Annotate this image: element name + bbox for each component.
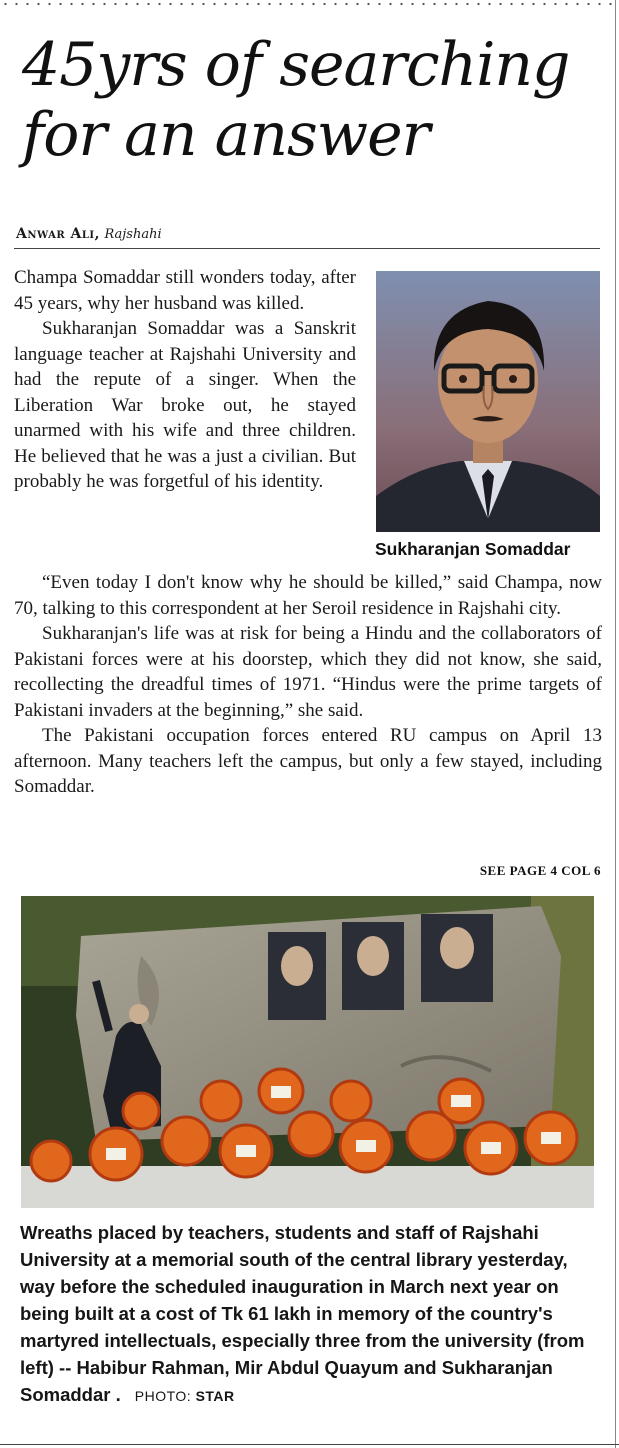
article-paragraph: Sukharanjan Somaddar was a Sanskrit language teacher at Rajshahi University and had the repute of a singer. When the Liberation War broke out, he stayed unarmed with his wife and three children. He believed that he was a just a civilian. But probably he was forgetful of his identity.: [14, 318, 356, 492]
headline-line-2: for an answer: [22, 100, 430, 170]
byline-location: Rajshahi: [104, 227, 162, 242]
portrait-image: [376, 271, 600, 532]
headline: [22, 30, 612, 170]
article-paragraph: The Pakistani occupation forces entered RU campus on April 13 afternoon. Many teachers left the campus, but only a few stayed, including Somaddar.: [14, 725, 602, 797]
byline: [16, 226, 162, 242]
byline-author: Anwar Ali,: [16, 226, 100, 242]
bottom-rule: [0, 1444, 619, 1445]
article-column-full: [14, 570, 602, 800]
memorial-image: [21, 896, 594, 1208]
article-paragraph: “Even today I don't know why he should be killed,” said Champa, now 70, talking to this correspondent at her Seroil residence in Rajshahi city.: [14, 572, 602, 619]
photo-credit-label: PHOTO:: [134, 1388, 192, 1404]
continuation-note: SEE PAGE 4 COL 6: [479, 863, 601, 878]
photo-credit: [135, 1388, 235, 1404]
portrait-photo: [376, 271, 600, 532]
byline-rule: [14, 248, 600, 249]
photo-credit-source: STAR: [195, 1388, 235, 1404]
photo-caption: [20, 1219, 596, 1410]
top-dotted-border: [0, 2, 619, 6]
column-rule: [615, 0, 616, 1448]
portrait-caption: Sukharanjan Somaddar: [375, 539, 571, 559]
article-paragraph: Sukharanjan's life was at risk for being a Hindu and the collaborators of Pakistani forces were at his doorstep, which they did not know, she said, recollecting the dreadful times of 1971. “Hindus were the prime targets of Pakistani invaders at the beginning,” she said.: [14, 623, 602, 721]
photo-caption-text: Wreaths placed by teachers, students and staff of Rajshahi University at a memorial south of the central library yesterday, way before the scheduled inauguration in March next year on being built at a cost of Tk 61 lakh in memory of the country's martyred intellectuals, especially three from the university (from left) -- Habibur Rahman, Mir Abdul Quayum and Sukharanjan Somaddar .: [20, 1222, 585, 1405]
article-column-left: [14, 265, 356, 495]
article-paragraph: Champa Somaddar still wonders today, after 45 years, why her husband was killed.: [14, 267, 356, 314]
headline-line-1: 45yrs of searching: [22, 30, 570, 100]
memorial-photo: [21, 896, 594, 1208]
